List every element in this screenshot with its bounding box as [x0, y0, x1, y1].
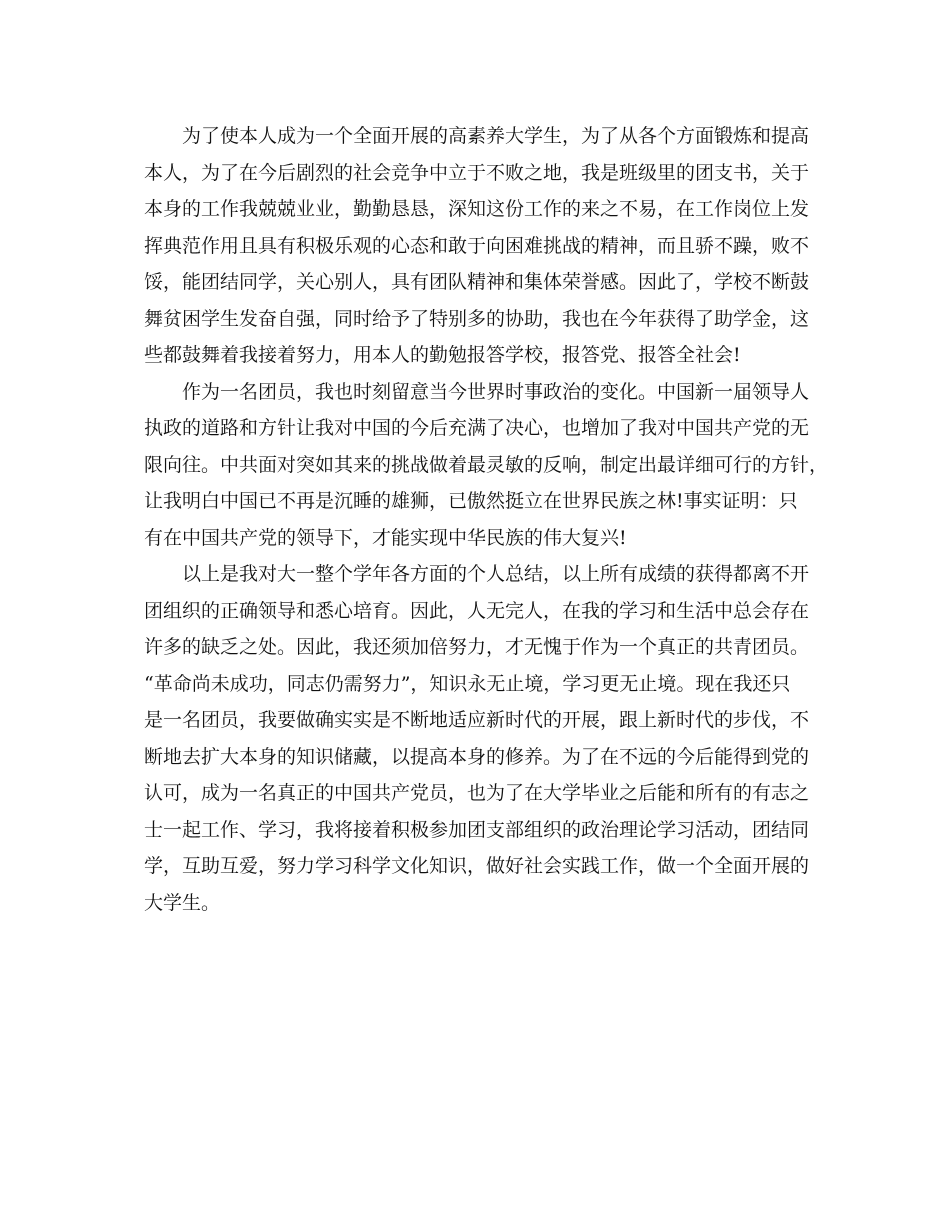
text-line: 馁，能团结同学，关心别人，具有团队精神和集体荣誉感。因此了，学校不断鼓 [144, 271, 810, 293]
text-line: 团组织的正确领导和悉心培育。因此，人无完人，在我的学习和生活中总会存在 [144, 599, 810, 622]
text-line: 学，互助互爱，努力学习科学文化知识，做好社会实践工作，做一个全面开展的 [144, 855, 810, 877]
text-line: 作为一名团员，我也时刻留意当今世界时事政治的变化。中国新一届领导人 [182, 380, 810, 403]
text-line: 士一起工作、学习，我将接着积极参加团支部组织的政治理论学习活动，团结同 [144, 818, 810, 841]
text-line: 许多的缺乏之处。因此，我还须加倍努力，才无愧于作为一个真正的共青团员。 [144, 636, 810, 658]
document-body [144, 118, 829, 921]
text-line: 是一名团员，我要做确实实是不断地适应新时代的开展，跟上新时代的步伐，不 [144, 709, 810, 731]
text-line: 限向往。中共面对突如其来的挑战做着最灵敏的反响，制定出最详细可行的方针， [144, 453, 829, 476]
paragraph-3 [144, 556, 810, 921]
text-line: 本身的工作我兢兢业业，勤勤恳恳，深知这份工作的来之不易，在工作岗位上发 [144, 198, 810, 220]
paragraph-2 [144, 374, 829, 557]
text-line: 断地去扩大本身的知识储藏，以提高本身的修养。为了在不远的今后能得到党的 [144, 745, 810, 768]
text-line: 以上是我对大一整个学年各方面的个人总结，以上所有成绩的获得都离不开 [182, 563, 810, 585]
text-line: 为了使本人成为一个全面开展的高素养大学生，为了从各个方面锻炼和提高 [182, 125, 810, 147]
text-line: “革命尚未成功，同志仍需努力”，知识永无止境，学习更无止境。现在我还只 [144, 672, 791, 695]
text-line: 大学生。 [144, 891, 221, 914]
text-line: 执政的道路和方针让我对中国的今后充满了决心，也增加了我对中国共产党的无 [144, 417, 810, 439]
text-line: 本人，为了在今后剧烈的社会竞争中立于不败之地，我是班级里的团支书，关于 [144, 161, 810, 184]
text-line: 些都鼓舞着我接着努力，用本人的勤勉报答学校，报答党、报答全社会! [144, 344, 741, 366]
text-line: 有在中国共产党的领导下，才能实现中华民族的伟大复兴! [144, 526, 627, 549]
text-line: 舞贫困学生发奋自强，同时给予了特别多的协助，我也在今年获得了助学金，这 [144, 307, 810, 330]
text-line: 认可，成为一名真正的中国共产党员，也为了在大学毕业之后能和所有的有志之 [144, 782, 810, 804]
text-line: 让我明白中国已不再是沉睡的雄狮，已傲然挺立在世界民族之林!事实证明：只 [144, 490, 798, 512]
paragraph-1 [144, 118, 810, 374]
text-line: 挥典范作用且具有积极乐观的心态和敢于向困难挑战的精神，而且骄不躁，败不 [144, 234, 810, 257]
